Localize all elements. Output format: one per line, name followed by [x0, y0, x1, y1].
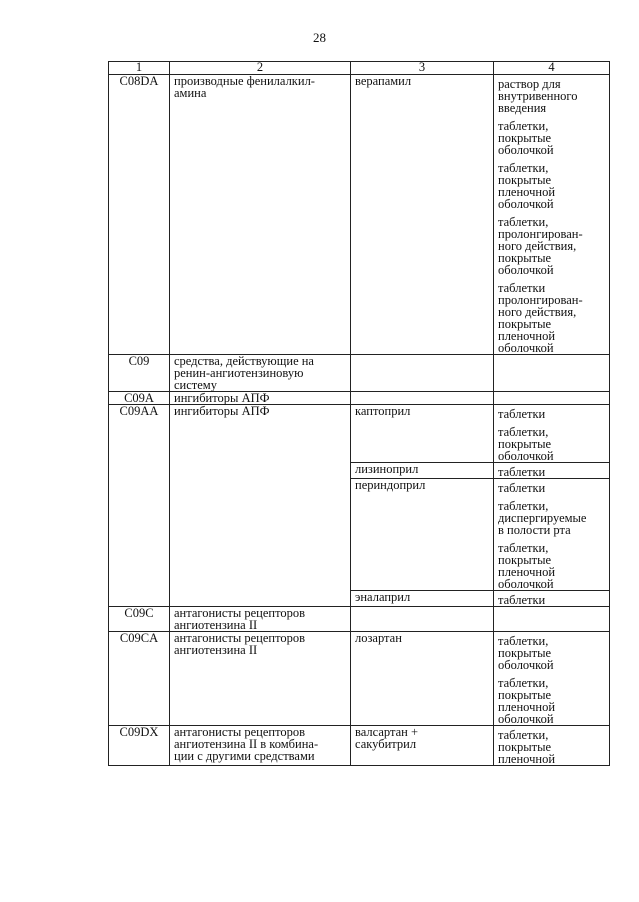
dosage-forms-cell — [494, 632, 610, 726]
header-row — [109, 62, 610, 75]
dosage-form: таблетки, покрытые пленочной — [498, 728, 556, 766]
dosage-form: таблетки, покрытые пленочной оболочкой — [498, 541, 556, 591]
anatomical-group-cell: ингибиторы АПФ — [170, 392, 351, 405]
dosage-form: раствор для внутривенного введения — [498, 77, 578, 115]
header-cell: 3 — [351, 62, 494, 75]
atc-code-cell: C09 — [109, 355, 170, 392]
dosage-forms-cell — [494, 591, 610, 607]
dosage-forms-cell — [494, 405, 610, 463]
dosage-forms-cell — [494, 726, 610, 766]
atc-code-cell: C08DA — [109, 75, 170, 355]
drug-table — [108, 61, 610, 766]
atc-code-cell: C09C — [109, 607, 170, 632]
dosage-forms-cell — [494, 463, 610, 479]
table-row — [109, 726, 610, 766]
drug-name-cell: верапамил — [351, 75, 494, 355]
table-row — [109, 632, 610, 726]
anatomical-group-cell: антагонисты рецепторов ангиотензина II в комбина- ции с другими средствами — [170, 726, 351, 766]
atc-code-cell: C09CA — [109, 632, 170, 726]
table-row — [109, 607, 610, 632]
dosage-form: таблетки — [498, 481, 546, 495]
drug-name-cell — [351, 392, 494, 405]
dosage-form: таблетки, покрытые оболочкой — [498, 634, 554, 672]
dosage-forms-cell — [494, 479, 610, 591]
dosage-form: таблетки, диспергируемые в полости рта — [498, 499, 587, 537]
header-cell: 4 — [494, 62, 610, 75]
dosage-form: таблетки пролонгирован- ного действия, покрытые пленочной оболочкой — [498, 281, 583, 355]
drug-name-cell: периндоприл — [351, 479, 494, 591]
dosage-form: таблетки, покрытые пленочной оболочкой — [498, 161, 556, 211]
atc-code-cell: C09AA — [109, 405, 170, 607]
anatomical-group-cell: ингибиторы АПФ — [170, 405, 351, 607]
drug-name-cell: валсартан + сакубитрил — [351, 726, 494, 766]
table-row — [109, 392, 610, 405]
dosage-forms-cell — [494, 607, 610, 632]
anatomical-group-cell: средства, действующие на ренин-ангиотензиновую систему — [170, 355, 351, 392]
dosage-form: таблетки, покрытые оболочкой — [498, 425, 554, 463]
drug-name-cell: лозартан — [351, 632, 494, 726]
dosage-form: таблетки — [498, 593, 546, 607]
dosage-forms-cell — [494, 355, 610, 392]
anatomical-group-cell: антагонисты рецепторов ангиотензина II — [170, 632, 351, 726]
drug-name-cell — [351, 607, 494, 632]
atc-code-cell: C09DX — [109, 726, 170, 766]
dosage-form: таблетки, пролонгирован- ного действия, покрытые оболочкой — [498, 215, 583, 277]
drug-name-cell: каптоприл — [351, 405, 494, 463]
drug-name-cell — [351, 355, 494, 392]
header-cell: 1 — [109, 62, 170, 75]
anatomical-group-cell: производные фенилалкил- амина — [170, 75, 351, 355]
dosage-form: таблетки, покрытые пленочной оболочкой — [498, 676, 556, 726]
atc-code-cell: C09A — [109, 392, 170, 405]
dosage-form: таблетки, покрытые оболочкой — [498, 119, 554, 157]
header-cell: 2 — [170, 62, 351, 75]
drug-name-cell: эналаприл — [351, 591, 494, 607]
dosage-form: таблетки — [498, 407, 546, 421]
dosage-forms-cell — [494, 75, 610, 355]
dosage-form: таблетки — [498, 465, 546, 479]
table-row — [109, 75, 610, 355]
table-row — [109, 355, 610, 392]
anatomical-group-cell: антагонисты рецепторов ангиотензина II — [170, 607, 351, 632]
drug-table-body — [109, 62, 610, 766]
drug-name-cell: лизиноприл — [351, 463, 494, 479]
dosage-forms-cell — [494, 392, 610, 405]
table-row — [109, 405, 610, 463]
page-number: 28 — [313, 30, 326, 45]
